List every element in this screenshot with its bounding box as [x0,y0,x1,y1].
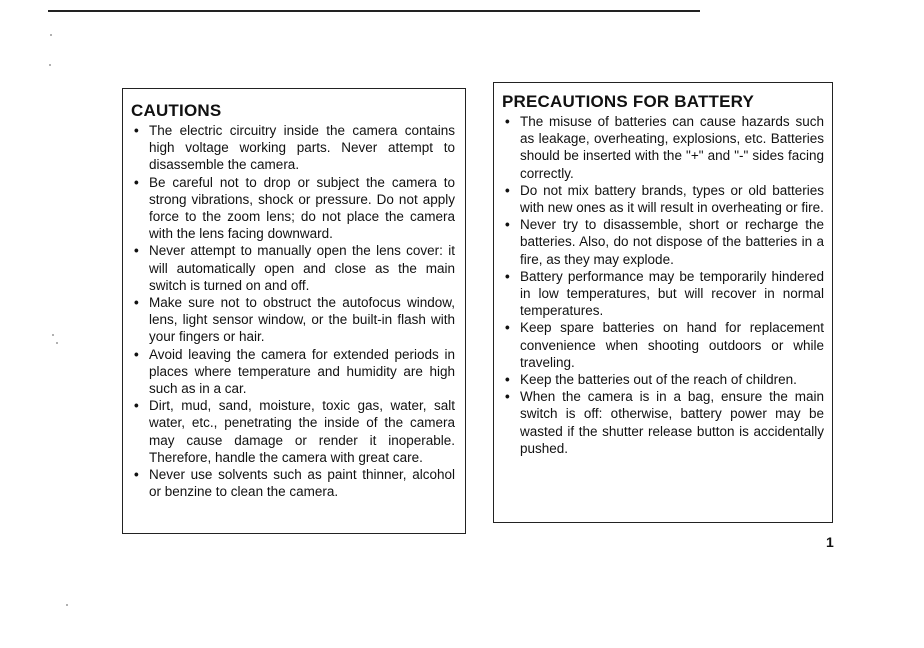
caution-item-text: Make sure not to obstruct the autofocus window, lens, light sensor window, or the built-in flash with your fingers or hair. [149,295,455,345]
bullet: • [134,467,139,483]
battery-item [502,182,824,216]
caution-item-text: Avoid leaving the camera for extended periods in places where temperature and humidity are high such as in a car. [149,346,455,397]
caution-item-text: Dirt, mud, sand, moisture, toxic gas, water, salt water, etc., penetrating the inside of the camera may cause damage or render it inoperable. Therefore, handle the camera with great care. [149,398,455,465]
caution-item [131,294,455,346]
bullet: • [505,372,510,388]
scan-speck [52,334,54,336]
battery-item [502,113,824,182]
scan-speck [50,34,52,36]
bullet: • [134,295,139,311]
battery-item-text: When the camera is in a bag, ensure the main switch is off: otherwise, battery power may be wasted if the shutter release button is accidentally pushed. [520,389,824,456]
battery-item-text: Never try to disassemble, short or recharge the batteries. Also, do not dispose of the batteries in a fire, as they may explode. [520,217,824,267]
battery-item [502,216,824,268]
battery-item-text: The misuse of batteries can cause hazards such as leakage, overheating, explosions, etc. Batteries should be inserted with the "+" and "-" sides facing correctly. [520,114,824,181]
bullet: • [134,243,139,259]
bullet: • [134,398,139,414]
caution-item-text: Never use solvents such as paint thinner, alcohol or benzine to clean the camera. [149,467,455,500]
top-rule [48,10,700,12]
battery-item [502,388,824,457]
battery-item-text: Battery performance may be temporarily hindered in low temperatures, but will recover in normal temperatures. [520,268,824,319]
bullet: • [505,217,510,233]
battery-precautions-list [502,113,824,457]
bullet: • [134,346,139,362]
bullet: • [134,123,139,138]
scan-speck [66,604,68,606]
scan-speck [49,64,51,66]
bullet: • [505,389,510,405]
battery-item-text: Keep spare batteries on hand for replacement convenience when shooting outdoors or while traveling. [520,320,824,370]
bullet: • [134,174,139,190]
bullet: • [505,114,510,129]
page-number: 1 [826,534,834,550]
caution-item [131,242,455,294]
caution-item [131,397,455,466]
battery-item-text: Keep the batteries out of the reach of children. [520,372,797,388]
cautions-panel [122,88,466,534]
bullet: • [505,268,510,284]
scan-speck [56,342,58,344]
bullet: • [505,320,510,336]
battery-item [502,268,824,320]
caution-item-text: Be careful not to drop or subject the camera to strong vibrations, shock or pressure. Do not apply force to the zoom lens; do not place the camera with the lens facing downward. [149,174,455,242]
caution-item-text: The electric circuitry inside the camera contains high voltage working parts. Never attempt to disassemble the camera. [149,123,455,173]
battery-item [502,371,824,388]
cautions-title: CAUTIONS [131,101,222,120]
caution-item [131,174,455,243]
caution-item [131,346,455,398]
battery-item [502,319,824,371]
caution-item [131,122,455,174]
caution-item [131,466,455,500]
cautions-list [131,122,455,500]
battery-precautions-title: PRECAUTIONS FOR BATTERY [502,92,755,111]
caution-item-text: Never attempt to manually open the lens cover: it will automatically open and close as the main switch is turned on and off. [149,243,455,293]
battery-precautions-panel [493,82,833,523]
bullet: • [505,182,510,198]
battery-item-text: Do not mix battery brands, types or old batteries with new ones as it will result in overheating or fire. [520,182,824,216]
